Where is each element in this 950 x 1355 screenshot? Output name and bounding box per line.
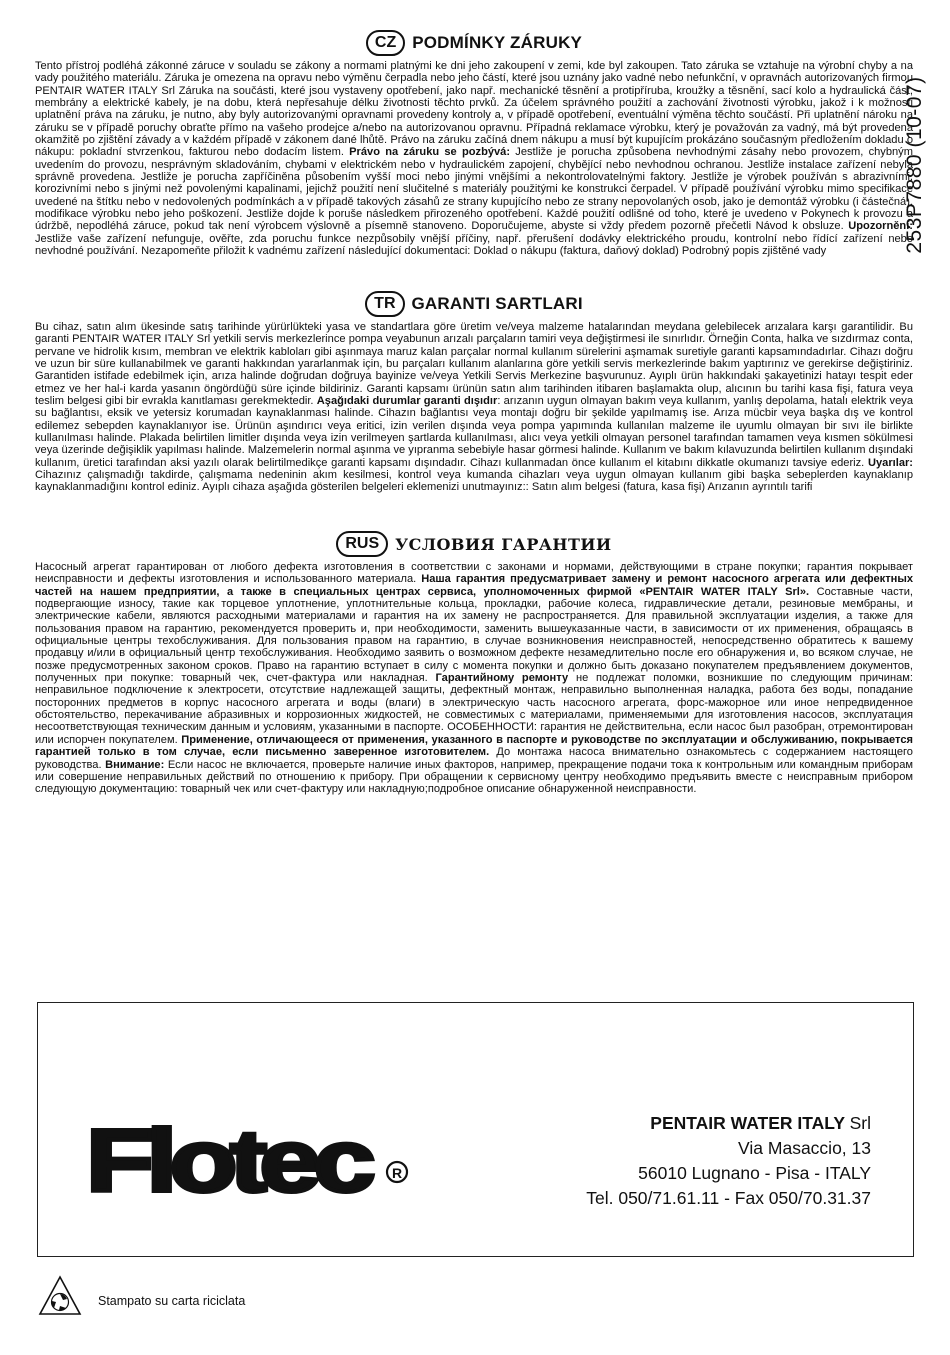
tr-text-3: Cihazınız çalışmadığı takdirde, çalışmama nedeninin akım kesilmesi, kontrol veya kumanda cihazları veya uygun olmayan kullanım gibi başka sebeplerden kaynaklanıp kaynaklanmadığını kontrol ediniz. Ayıplı cihaza aşağıda gösterilen belgeleri eklemenizi unutmayınız:: Satın alım belgesi (fatura, kasa fişi) Arızanın ayrıntılı tarifi	[35, 469, 913, 494]
tr-bold-2: Uyarılar:	[867, 456, 913, 469]
section-cz-title: PODMÍNKY ZÁRUKY	[412, 33, 583, 52]
document-code-text: 253P7880 (10-07)	[903, 76, 926, 254]
tr-text-2: : arızanın uygun olmayan bakım veya kullanım, yanlış depolama, hatalı elektrik veya su bağlantısı, eksik ve yetersiz korumadan kaynaklanması halinde. Cihazın bağlantısı veya montajı doğru bir şekilde yapılmamış ise. Arıza mücbir veya başka dış ve kontrol edilemez sebepden kaynaklanıyor ise. Ürünün aşındırıcı veya eritici, izin verilen dışında veya pompa yapımında kullanılan malzeme ile uyumlu olmayan bir sıvı ile birlikte kullanılması halinde. Plakada belirtilen limitler dışında veya izin verilmeyen şartlarda kullanılması, alıcı veya yetkili olmayan personel tarafından tamamen veya kısmen sökülmesi veya üzerinde değişiklik yapılması halinde. Malzemelerin normal aşınma ve yıpranma sebebiyle hasar görmesi halinde. Kullanım ve bakım kılavuzunda belirtilen kullanım dışındaki kullanım, üretici tarafından aksi yazılı olarak belirtilmedikçe garanti kapsamı dışındadır. Cihazı kullanmadan önce kullanım el kitabını dikkatle okumanızı tavsiye ederiz.	[35, 395, 913, 469]
svg-text:Flotec: Flotec	[86, 1123, 374, 1203]
cz-text-2: Jestliže je porucha způsobena nevhodnými zásahy nebo provozem, chybným uvedením do provozu, nesprávným skladováním, chybami v elektrickém nebo v hydraulickém zapojení, chybějící nebo nevhodnou ochranou. Jestliže instalace zařízení nebyla správně provedena. Jestliže je porucha zapříčiněna působením vyšší moci nebo jinými vnějšími a nekontrolovatelnými faktory. Jestliže je výrobek používán s abrazivními, korozivními nebo s jinými než povolenými kapalinami, jejichž použití není slučitelné s materiály použitými ke konstrukci čerpadel. V případě používání výrobku mimo specifikace uvedené na štítku nebo v nedovolených podmínkách a v případě takových zásahů ze strany kupujícího nebo ze strany nepovolaných osob, jako je demontáž výrobku (i částečná), modifikace výrobku nebo jeho poškození. Jestliže dojde k poruše následkem přirozeného opotřebení. Každé použití odlišné od toho, které je uvedeno v Pokynech k provozu a údržbě, nepodléhá záruce, pokud tak není výrobcem výslovně a písemně stanoveno. Doporučujeme, abyste si vždy předem pozorně přečetli Návod k obsluze.	[35, 146, 913, 233]
svg-text:R: R	[391, 1165, 403, 1181]
rus-bold-1: Наша гарантия предусматривает замену и ремонт насосного агрегата или дефектных частей на нашем предприятии, а также в специальных центрах сервиса, уполномоченных фирмой «PENTAIR WATER ITALY Srl».	[35, 573, 913, 598]
section-cz	[35, 30, 913, 258]
company-address-street: Via Masaccio, 13	[738, 1138, 871, 1158]
section-tr-header	[35, 291, 913, 317]
cz-text-3: Jestliže vaše zařízení nefunguje, ověřte, zda poruchu funkce nezpůsobily vnější příčiny, např. přerušení dodávky elektrického proudu, kontrolní nebo řídící zařízení nebo nevhodné používání. Nezapomeňte přiložit k vadnému zařízení následující dokumentaci: Doklad o nákupu (faktura, daňový doklad) Podrobný popis zjištěné vady	[35, 232, 913, 258]
rus-bold-2: Гарантийному ремонту	[435, 672, 569, 685]
section-tr	[35, 291, 913, 494]
language-badge-rus: RUS	[336, 531, 388, 557]
section-rus	[35, 531, 913, 796]
tr-bold-1: Aşağıdaki durumlar garanti dışıdır	[316, 395, 498, 408]
rus-bold-3: Применение, отличающееся от применения, указанного в паспорте и руководстве по эксплуатации и обслуживанию, покрывается гарантией только в том случае, если письменно заверенное изготовителем.	[35, 733, 913, 759]
section-cz-body	[35, 60, 913, 258]
company-name: PENTAIR WATER ITALY	[650, 1113, 845, 1133]
company-phone-fax: Tel. 050/71.61.11 - Fax 050/70.31.37	[586, 1188, 871, 1208]
flotec-logo	[86, 1123, 416, 1203]
section-rus-title: УСЛОВИЯ ГАРАНТИИ	[395, 534, 612, 554]
rus-text-5: Если насос не включается, проверьте наличие иных факторов, например, прекращение подачи тока к контрольным или командным приборам или совершение неправильных действий по отношению к прибору. При обращении к сервисному центру необходимо предъявить вместе с неисправным прибором следующую документацию: товарный чек или счет-фактуру или накладную;подробное описание обнаруженной неисправности.	[35, 758, 914, 796]
rus-text-2: Составные части, подвергающие износу, такие как торцевое уплотнение, уплотнительные кольца, прокладки, рабочие колеса, гидравлические детали, резиновые мембраны, и электрические кабели, являются расходными материалами и гарантия на их замену не распространяется. Для правильной эксплуатации изделия, а также для пользования правом на гарантию, рекомендуется проверить и, при необходимости, заменить вышеуказанные части, в зависимости от их применения, обращаясь в официальные центры техобслуживания. Для пользования правом на гарантию, в случае возникновения неисправностей, непосредственно обратитесь к вашему продавцу и/или в официальный центр техобслуживания. Необходимо заявить о возможном дефекте незамедлительно после его обнаружения и, во всяком случае, не позже предусмотренных законом сроков. Право на гарантию вступает в силу с момента покупки и должно быть доказано покупателем предъявлением документов, полученных при покупке: товарный чек, счет-фактура или накладная.	[35, 585, 913, 685]
recycled-paper-note: Stampato su carta riciclata	[98, 1294, 246, 1308]
section-tr-title: GARANTI SARTLARI	[411, 294, 583, 313]
section-cz-header	[35, 30, 913, 56]
rus-text-4: До монтажа насоса внимательно ознакомьтесь с содержанием настоящего руководства.	[35, 746, 913, 771]
rus-bold-4: Внимание:	[105, 758, 165, 771]
company-info	[586, 1111, 871, 1211]
section-tr-body	[35, 321, 913, 494]
language-badge-tr: TR	[365, 291, 404, 317]
tr-text-1: Bu cihaz, satın alım ükesinde satış tarihinde yürürlükteki yasa ve standartlara göre üretim ve/veya malzeme hatalarından meydana gelebilecek arızalara karşı garantilidir. Bu garanti PENTAIR WATER ITALY Srl yetkili servis merkezlerince pompa veyabunun arızalı parçaların tamiri veya değiştirmesi ile sınırlıdır. Örneğin Conta, halka ve sızdırmaz conta, pervane ve hidrolik kısım, membran ve elektrik kabloları gibi aşınmaya maruz kalan parçalar normal kullanım sürelerini aşmamak suretiyle garanti kapsamındadırlar. Cihazı doğru ve uzun bir süre kullanabilmek ve garanti hakkından yararlanmak için, bu parçaları kullanım alanlarına göre yetkili servis merkezlerinde bakım yaptırınız ve gerekirse değiştiriniz. Garantiden istifade edebilmek için, arıza halinde doğrudan doğruya bayinize ve/veya Yetkili Servis Merkezine başvurunuz. Ayıplı ürün hakkındaki şakayetinizi hatayı tespit eder etmez ve her hal-i karda yasanın öngördüğü süre içinde bildiriniz. Garanti kapsamı ürünün satın alım tarihinden itibaren başlamakta olup, alıcının bu tarihi kasa fişi, fatura veya teslim belgesi gibi bir evrakla kanıtlaması gerekmektedir.	[35, 321, 913, 408]
rus-text-3: не подлежат поломки, возникшие по следующим причинам: неправильное подключение к электросети, отсутствие надлежащей защиты, дефектный монтаж, неправильно выполненная наладка, работа без воды, попадание посторонних предметов в корпус насосного агрегата и воды (влаги) в электрическую часть насосного агрегата, форс-мажорное или иное непредвиденное обстоятельство, перекачивание абразивных и коррозионных жидкостей, не совместимых с материалами, применяемыми для изготовления насосов, эксплуатация несоответствующая техническим данным и условиям, указанными в паспорте. ОСОБЕННОСТИ: гарантия не действительна, если насос был разобран, отремонтирован или испорчен покупателем.	[35, 672, 913, 746]
cz-text-1: Tento přístroj podléhá zákonné záruce v souladu se zákony a normami platnými ke dni jeho zakoupení v zemi, kde byl zakoupen. Tato záruka se vztahuje na výrobní chyby a na vady použitého materiálu. Záruka je omezena na opravu nebo výměnu čerpadla nebo jeho částí, které jsou uznány jako vadné nebo nefunkční, v opravnách autorizovaných firmou PENTAIR WATER ITALY Srl Záruka na součásti, které jsou vystaveny opotřebení, jako např. mechanické těsnění a protipříruba, kroužky a těsnění, sací kolo a hydraulická část, membrány a elektrické kabely, je na dobu, která nepřesahuje délku životnosti těchto prvků. Za účelem správného použití a zachování životnosti výrobku, jakož i k možnosti uplatnění práva na záruku, je nutno, aby byly autorizovanými opravnami provedeny kontroly a, v případě opotřebení, eventuální výměna těchto součástí. Při uplatnění nároku na záruku se v případě poruchy obraťte přímo na vašeho prodejce a/nebo na autorizovanou opravnu. Případná reklamace výrobku, který je považován za vadný, má být provedena okamžitě po zjištění závady a v každém případě v zákonem dané lhůtě. Právo na záruku začíná dnem nákupu a musí být kupujícím prokázáno současným předložením dokladu o nákupu: pokladní stvrzenkou, fakturou nebo dodacím listem.	[35, 60, 913, 159]
company-address-city: 56010 Lugnano - Pisa - ITALY	[638, 1163, 871, 1183]
footer-box	[37, 1002, 914, 1257]
section-rus-header	[35, 531, 913, 557]
recycle-icon	[38, 1275, 82, 1317]
cz-bold-1: Právo na záruku se pozbývá:	[349, 146, 511, 159]
cz-bold-2: Upozornění:	[848, 220, 913, 233]
rus-text-1: Насосный агрегат гарантирован от любого дефекта изготовления в соответствии с законами и нормами, действующими в стране покупки; гарантия покрывает неисправности и дефекты изготовления и использованного материала.	[35, 561, 913, 586]
section-rus-body	[35, 561, 913, 796]
company-suffix: Srl	[849, 1113, 871, 1133]
company-name-line	[586, 1111, 871, 1136]
language-badge-cz: CZ	[366, 30, 405, 56]
